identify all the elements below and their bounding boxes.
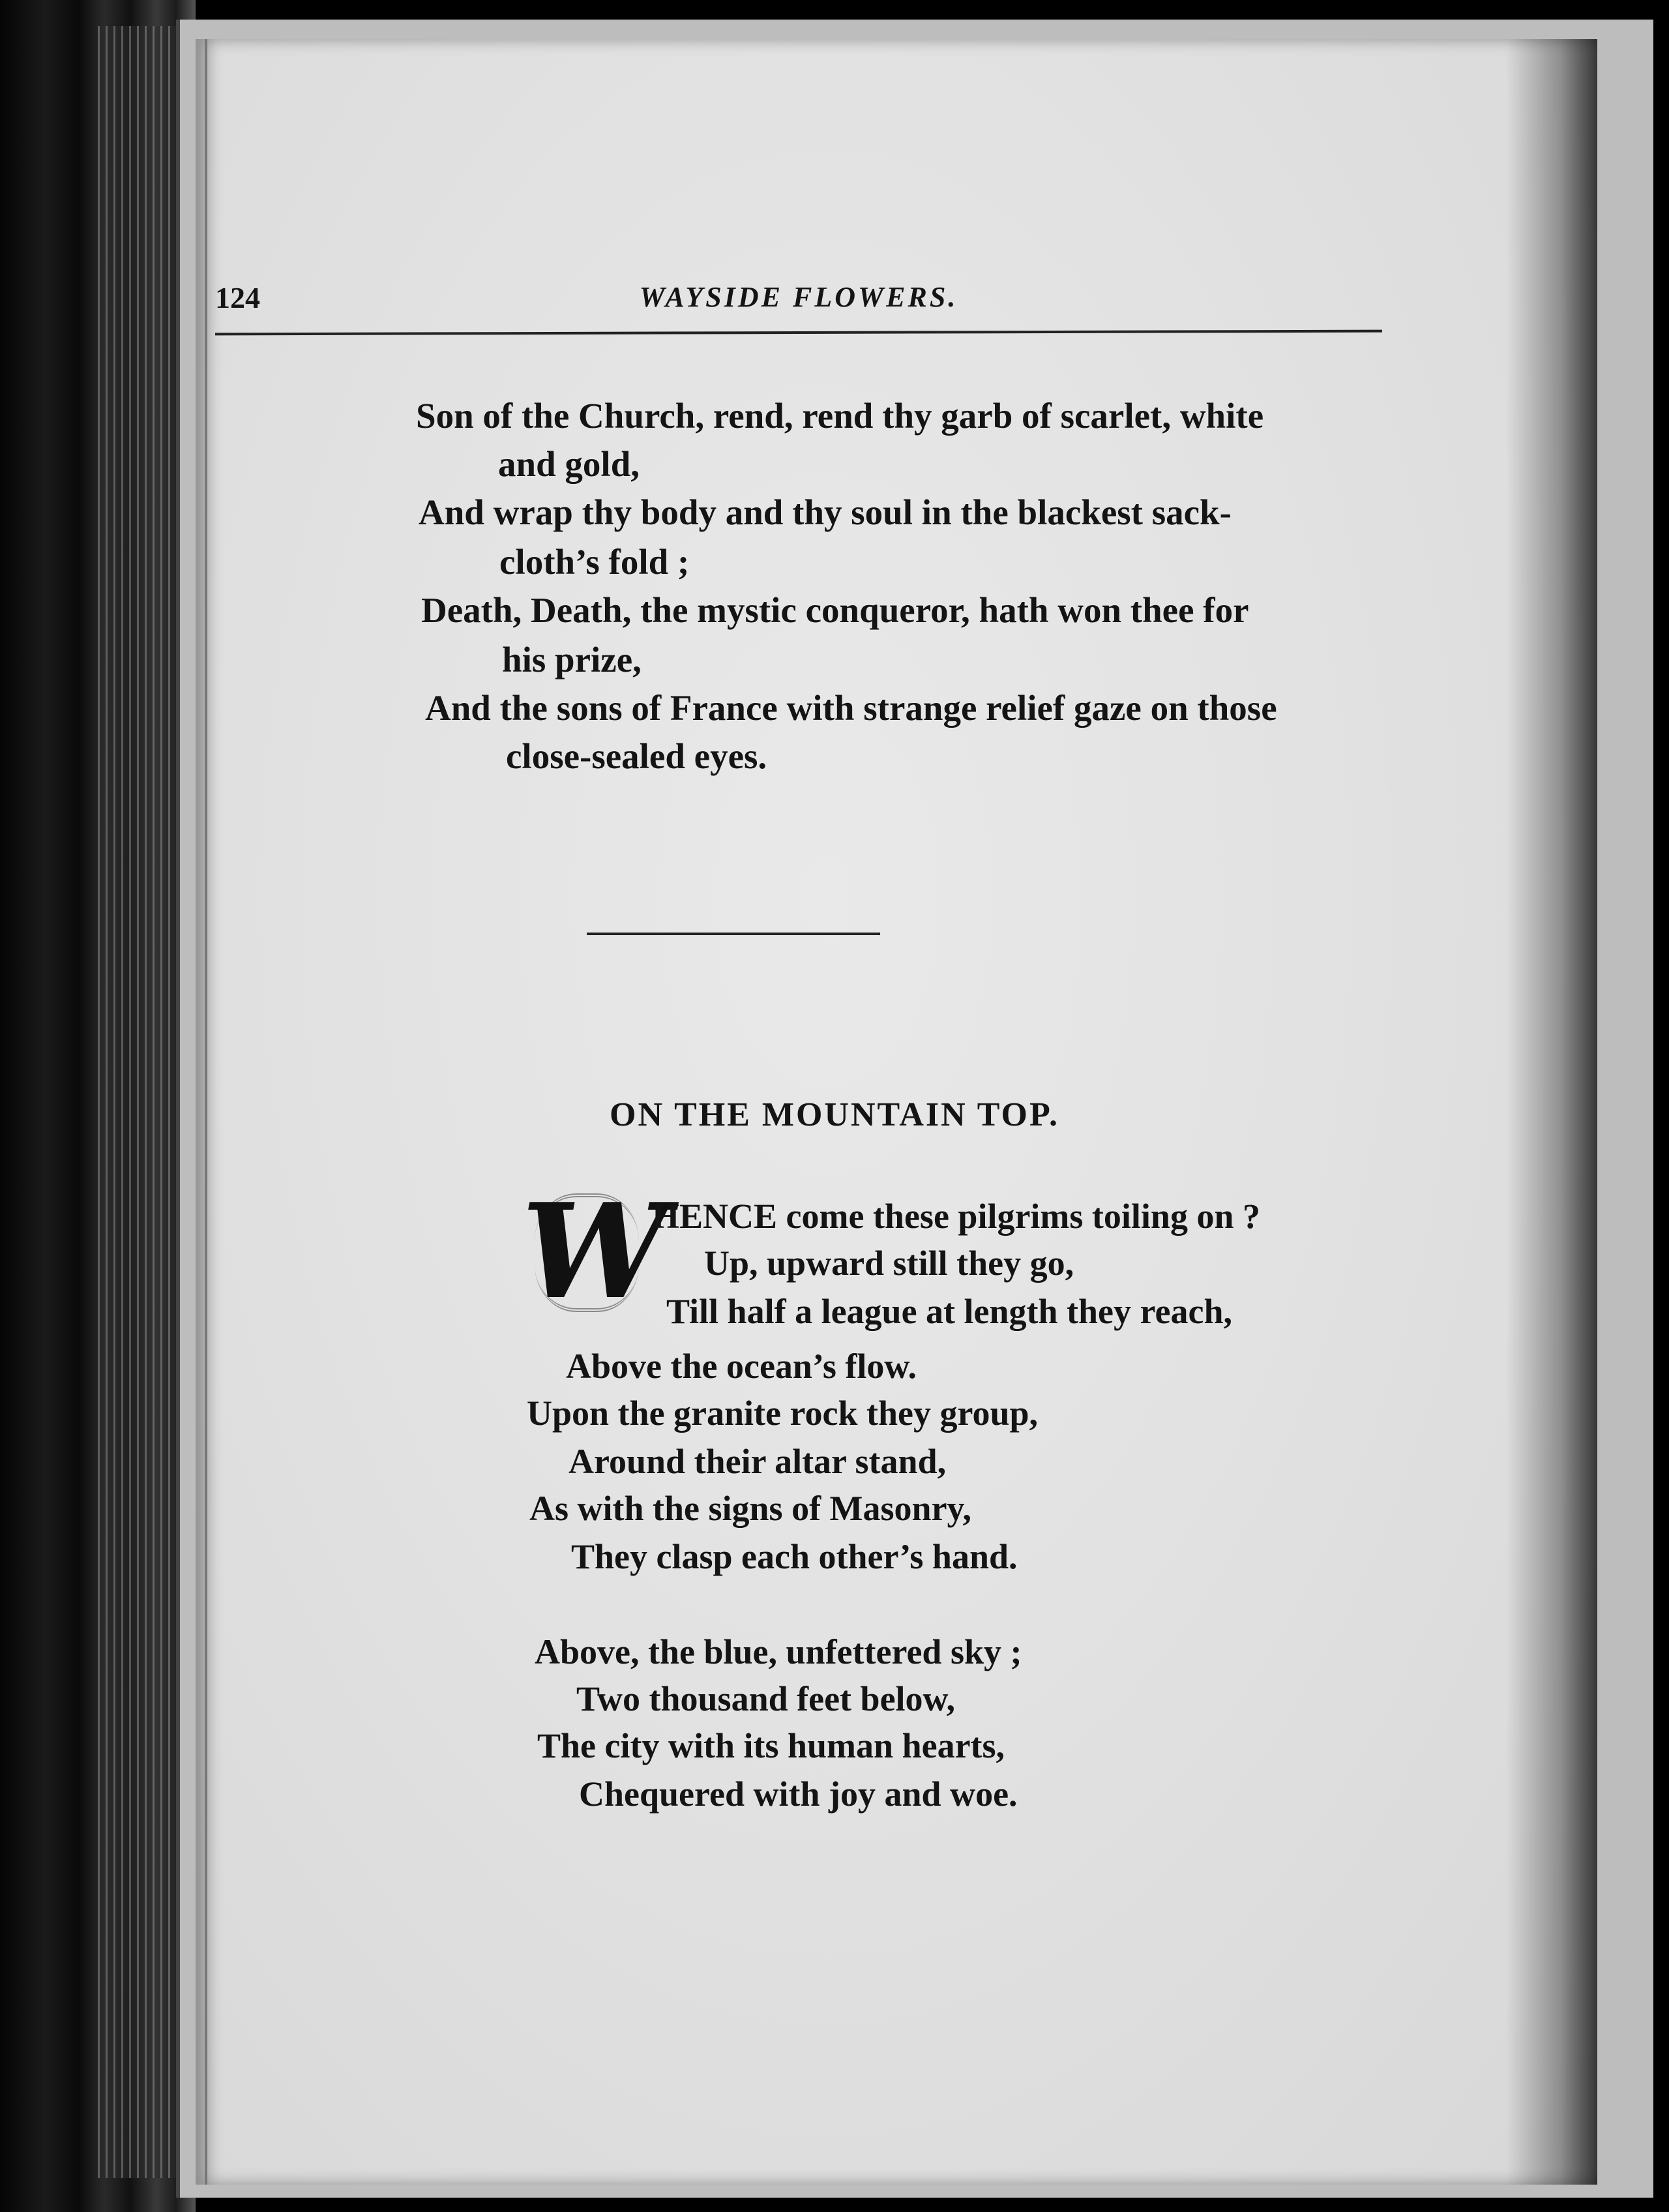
running-title: WAYSIDE FLOWERS. (639, 281, 958, 313)
verse-line: Above, the blue, unfettered sky ; (535, 1632, 1022, 1671)
verse-line: And wrap thy body and thy soul in the blackest sack- (419, 492, 1232, 532)
verse-line: HENCE come these pilgrims toiling on ? (652, 1197, 1260, 1236)
verse-line: And the sons of France with strange relief gaze on those (425, 688, 1277, 728)
verse-line: Death, Death, the mystic conqueror, hath won thee for (421, 590, 1249, 630)
verse-line: Above the ocean’s flow. (566, 1347, 917, 1386)
running-head (215, 280, 1382, 333)
verse-line: Up, upward still they go, (704, 1244, 1074, 1283)
verse-line: Around their altar stand, (569, 1442, 947, 1481)
verse-line: Chequered with joy and woe. (579, 1774, 1018, 1814)
poem-title: ON THE MOUNTAIN TOP. (610, 1096, 1059, 1133)
section-divider (587, 933, 880, 935)
verse-line: As with the signs of Masonry, (529, 1489, 972, 1528)
verse-line: cloth’s fold ; (499, 542, 690, 582)
verse-line: They clasp each other’s hand. (571, 1537, 1018, 1576)
verse-line: and gold, (498, 444, 640, 484)
verse-line: Till half a league at length they reach, (666, 1292, 1232, 1331)
verse-line: Son of the Church, rend, rend thy garb of scarlet, white (416, 396, 1264, 436)
drop-cap: W (522, 1175, 668, 1328)
verse-line: Upon the granite rock they group, (527, 1394, 1039, 1433)
verse-line: close-sealed eyes. (506, 736, 767, 776)
verse-line: Two thousand feet below, (576, 1679, 956, 1718)
verse-line: his prize, (502, 640, 642, 680)
verse-line: The city with its human hearts, (537, 1726, 1005, 1765)
page-number: 124 (215, 281, 260, 314)
